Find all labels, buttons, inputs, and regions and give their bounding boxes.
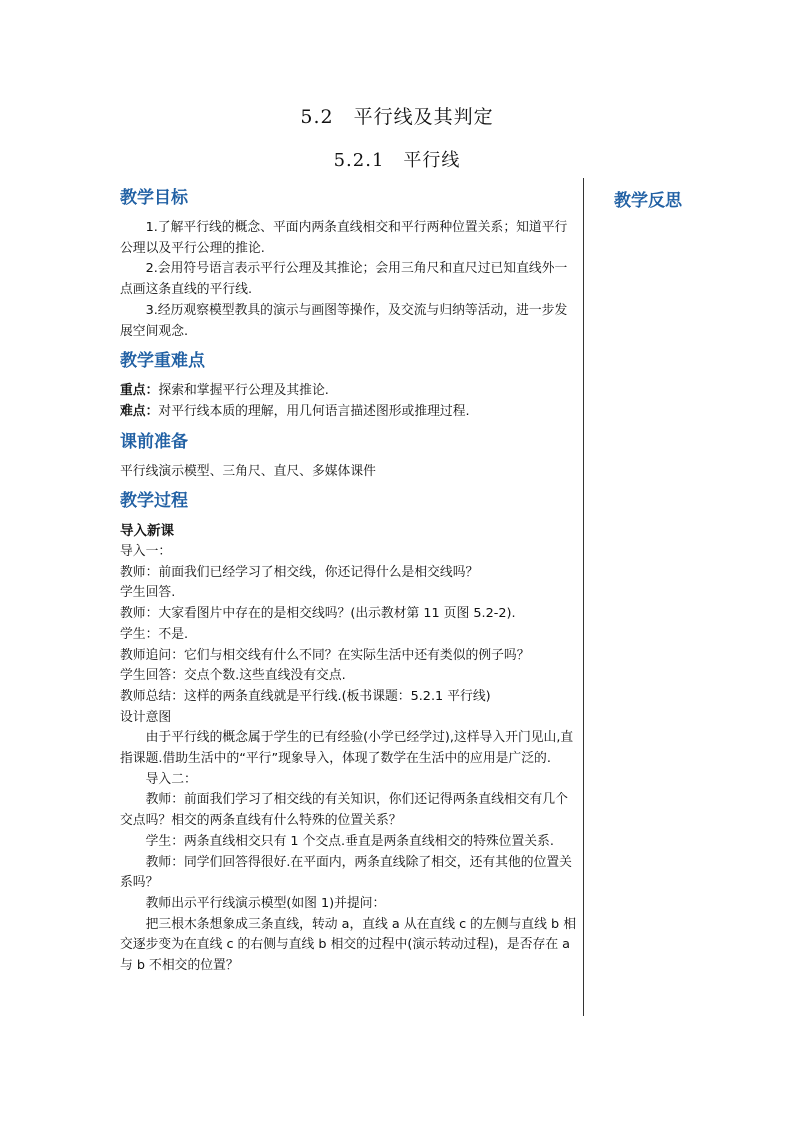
- objectives-title: 教学目标: [120, 188, 188, 208]
- objective-item-3: 3.经历观察模型教具的演示与画图等操作，及交流与归纳等活动，进一步发展空间观念.: [120, 302, 568, 339]
- process-line: 学生回答.: [120, 585, 176, 601]
- objective-item-2: 2.会用符号语言表示平行公理及其推论；会用三角尺和直尺过已知直线外一点画这条直线的平行线.: [120, 261, 568, 298]
- preparation-text: 平行线演示模型、三角尺、直尺、多媒体课件: [120, 463, 376, 479]
- process-line: 学生回答：交点个数.这些直线没有交点.: [120, 668, 346, 684]
- focus-label: 重点：: [120, 383, 159, 399]
- intro2-paragraph: 教师：前面我们学习了相交线的有关知识，你们还记得两条直线相交有几个交点吗？相交的两条直线有什么特殊的位置关系？: [120, 792, 568, 829]
- objective-item-1: 1.了解平行线的概念、平面内两条直线相交和平行两种位置关系；知道平行公理以及平行公理的推论.: [120, 220, 568, 256]
- reflection-title: 教学反思: [614, 191, 682, 211]
- intro2-label: 导入二：: [145, 771, 197, 787]
- focus-text: 探索和掌握平行公理及其推论.: [158, 383, 329, 399]
- process-line: 教师：大家看图片中存在的是相交线吗？(出示教材第 11 页图 5.2-2).: [120, 606, 516, 622]
- process-title: 教学过程: [120, 491, 188, 512]
- preparation-title: 课前准备: [120, 431, 188, 452]
- design-intent-text: 由于平行线的概念属于学生的已有经验(小学已经学过),这样导入开门见山,直指课题.借助生活中的“平行”现象导入，体现了数学在生活中的应用是广泛的.: [120, 730, 574, 767]
- process-line: 学生：不是.: [120, 626, 189, 642]
- intro2-paragraph: 教师：同学们回答得很好.在平面内，两条直线除了相交，还有其他的位置关系吗？: [120, 854, 572, 891]
- process-line: 设计意图: [120, 709, 172, 725]
- intro-title: 导入新课: [120, 523, 174, 540]
- difficulty-text: 对平行线本质的理解，用几何语言描述图形或推理过程.: [158, 403, 470, 419]
- focus-line: [120, 381, 578, 402]
- page-subtitle: 5.2.1 平行线: [333, 150, 461, 171]
- key-points-title: 教学重难点: [120, 351, 205, 372]
- main-content: [120, 186, 578, 977]
- intro2-paragraph: 教师出示平行线演示模型(如图 1)并提问：: [145, 895, 386, 911]
- process-line: 教师追问：它们与相交线有什么不同？在实际生活中还有类似的例子吗？: [120, 647, 530, 663]
- page-title: 5.2 平行线及其判定: [300, 106, 494, 128]
- column-divider: [583, 178, 584, 1016]
- process-line: 导入一：: [120, 544, 172, 560]
- difficulty-label: 难点：: [120, 403, 159, 419]
- process-line: 教师总结：这样的两条直线就是平行线.(板书课题：5.2.1 平行线): [120, 688, 491, 704]
- difficulty-line: [120, 402, 578, 423]
- process-line: 教师：前面我们已经学习了相交线，你还记得什么是相交线吗？: [120, 564, 479, 580]
- intro2-paragraph: 学生：两条直线相交只有 1 个交点.垂直是两条直线相交的特殊位置关系.: [145, 833, 554, 849]
- intro2-paragraph: 把三根木条想象成三条直线，转动 a，直线 a 从在直线 c 的左侧与直线 b 相交逐步变为在直线 c 的右侧与直线 b 相交的过程中(演示转动过程)，是否存在 a 与 b 不相交的位置？: [120, 916, 577, 974]
